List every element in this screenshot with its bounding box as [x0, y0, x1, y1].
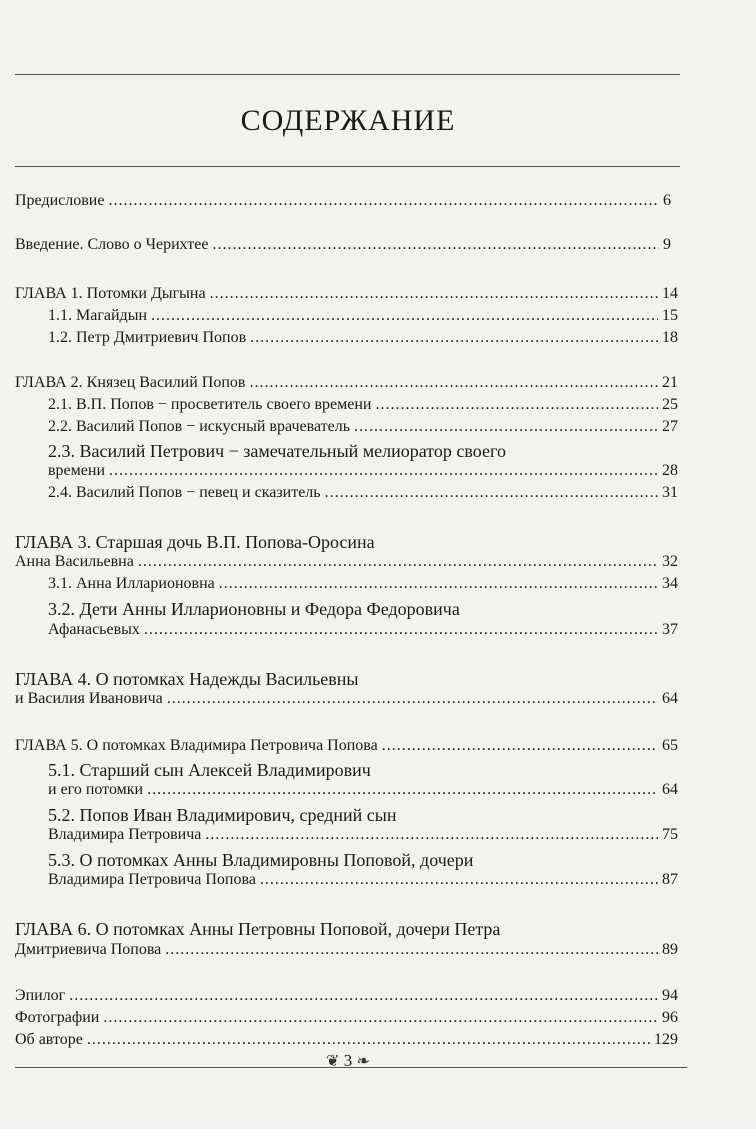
toc-entry-page: 32 — [662, 553, 678, 570]
leader-dots — [108, 192, 659, 210]
toc-entry-label: Владимира Петровича Попова — [48, 871, 256, 888]
toc-entry-2-2[interactable] — [48, 418, 678, 440]
toc-entry-introduction[interactable] — [15, 236, 671, 258]
toc-entry-page: 15 — [662, 307, 678, 324]
toc-entry-page: 27 — [662, 418, 678, 435]
toc-entry-5-1[interactable] — [48, 781, 678, 803]
toc-entry-label: Анна Васильевна — [15, 553, 134, 570]
toc-entry-chapter-1[interactable] — [15, 285, 678, 307]
toc-entry-chapter-4[interactable] — [15, 690, 678, 712]
toc-entry-2-4[interactable] — [48, 484, 678, 506]
toc-entry-3-2[interactable] — [48, 621, 678, 643]
toc-entry-label: ГЛАВА 5. О потомках Владимира Петровича Попова — [15, 737, 378, 754]
leader-dots — [210, 285, 658, 303]
leader-dots — [109, 462, 658, 480]
toc-entry-label: 2.4. Василий Попов − певец и сказитель — [48, 484, 321, 501]
toc-entry-chapter-3-line1[interactable]: ГЛАВА 3. Старшая дочь В.П. Попова-Оросина — [15, 532, 375, 552]
toc-entry-page: 64 — [662, 690, 678, 707]
toc-entry-label: Дмитриевича Попова — [15, 941, 162, 958]
toc-entry-label: Фотографии — [15, 1009, 100, 1026]
bottom-rule — [15, 1067, 687, 1068]
toc-entry-page: 37 — [662, 621, 678, 638]
title-rule — [15, 166, 680, 167]
toc-entry-label: ГЛАВА 1. Потомки Дыгына — [15, 285, 206, 302]
toc-entry-label: Предисловие — [15, 192, 105, 209]
toc-entry-page: 129 — [654, 1031, 678, 1048]
leader-dots — [69, 987, 658, 1005]
leader-dots — [147, 781, 658, 799]
toc-entry-label: Владимира Петровича — [48, 826, 202, 843]
page-folio — [298, 1051, 398, 1071]
toc-entry-page: 96 — [662, 1009, 678, 1026]
toc-entry-chapter-6[interactable] — [15, 941, 678, 963]
toc-entry-page: 6 — [663, 192, 671, 209]
leader-dots — [250, 329, 658, 347]
leader-dots — [151, 307, 658, 325]
toc-entry-page: 34 — [662, 575, 678, 592]
leader-dots — [167, 690, 658, 708]
leader-dots — [376, 396, 659, 414]
toc-entry-page: 25 — [662, 396, 678, 413]
toc-entry-label: и Василия Ивановича — [15, 690, 163, 707]
toc-entry-2-3-line1[interactable]: 2.3. Василий Петрович − замечательный мелиоратор своего — [48, 441, 506, 461]
toc-entry-chapter-6-line1[interactable]: ГЛАВА 6. О потомках Анны Петровны Поповой, дочери Петра — [15, 919, 501, 939]
leader-dots — [354, 418, 658, 436]
ornament-left-icon: ❦ — [326, 1053, 340, 1070]
toc-entry-5-3-line1[interactable]: 5.3. О потомках Анны Владимировны Поповой, дочери — [48, 850, 474, 870]
toc-entry-1-1[interactable] — [48, 307, 678, 329]
top-rule — [15, 74, 680, 75]
leader-dots — [382, 737, 658, 755]
toc-entry-chapter-3[interactable] — [15, 553, 678, 575]
leader-dots — [205, 826, 658, 844]
toc-entry-page: 9 — [663, 236, 671, 253]
leader-dots — [260, 871, 658, 889]
leader-dots — [87, 1031, 650, 1049]
toc-entry-photographs[interactable] — [15, 1009, 678, 1031]
toc-entry-5-1-line1[interactable]: 5.1. Старший сын Алексей Владимирович — [48, 760, 371, 780]
leader-dots — [165, 941, 658, 959]
toc-entry-page: 28 — [662, 462, 678, 479]
toc-entry-5-2-line1[interactable]: 5.2. Попов Иван Владимирович, средний сын — [48, 805, 397, 825]
page-title: СОДЕРЖАНИЕ — [240, 104, 456, 137]
toc-entry-label: Об авторе — [15, 1031, 83, 1048]
toc-entry-2-1[interactable] — [48, 396, 678, 418]
toc-entry-page: 75 — [662, 826, 678, 843]
ornament-right-icon: ❧ — [356, 1053, 370, 1070]
toc-entry-label: Введение. Слово о Черихтее — [15, 236, 209, 253]
toc-entry-3-1[interactable] — [48, 575, 678, 597]
toc-entry-label: 3.1. Анна Илларионовна — [48, 575, 215, 592]
toc-entry-page: 18 — [662, 329, 678, 346]
toc-entry-1-2[interactable] — [48, 329, 678, 351]
toc-entry-label: 1.1. Магайдын — [48, 307, 148, 324]
toc-entry-page: 94 — [662, 987, 678, 1004]
toc-entry-5-3[interactable] — [48, 871, 678, 893]
toc-entry-chapter-5[interactable] — [15, 737, 678, 759]
toc-entry-label: Эпилог — [15, 987, 66, 1004]
toc-entry-label: времени — [48, 462, 106, 479]
toc-entry-epilogue[interactable] — [15, 987, 678, 1009]
toc-entry-3-2-line1[interactable]: 3.2. Дети Анны Илларионовны и Федора Федоровича — [48, 599, 460, 619]
leader-dots — [144, 621, 658, 639]
toc-entry-5-2[interactable] — [48, 826, 678, 848]
toc-entry-page: 64 — [662, 781, 678, 798]
toc-entry-label: ГЛАВА 2. Князец Василий Попов — [15, 374, 246, 391]
leader-dots — [212, 236, 659, 254]
toc-entry-label: и его потомки — [48, 781, 144, 798]
toc-entry-about-author[interactable] — [15, 1031, 678, 1053]
toc-entry-page: 14 — [662, 285, 678, 302]
page-number: 3 — [343, 1051, 353, 1070]
toc-entry-page: 21 — [662, 374, 678, 391]
toc-entry-label: 1.2. Петр Дмитриевич Попов — [48, 329, 247, 346]
toc-entry-page: 31 — [662, 484, 678, 501]
toc-entry-label: 2.2. Василий Попов − искусный врачеватель — [48, 418, 350, 435]
leader-dots — [103, 1009, 658, 1027]
toc-entry-label: Афанасьевых — [48, 621, 140, 638]
toc-entry-2-3[interactable] — [48, 462, 678, 484]
toc-entry-page: 65 — [662, 737, 678, 754]
leader-dots — [138, 553, 658, 571]
leader-dots — [219, 575, 658, 593]
toc-entry-chapter-4-line1[interactable]: ГЛАВА 4. О потомках Надежды Васильевны — [15, 669, 359, 689]
toc-entry-preface[interactable] — [15, 192, 671, 214]
leader-dots — [249, 374, 658, 392]
toc-entry-label: 2.1. В.П. Попов − просветитель своего времени — [48, 396, 372, 413]
toc-entry-page: 87 — [662, 871, 678, 888]
toc-entry-chapter-2[interactable] — [15, 374, 678, 396]
toc-entry-page: 89 — [662, 941, 678, 958]
leader-dots — [325, 484, 658, 502]
